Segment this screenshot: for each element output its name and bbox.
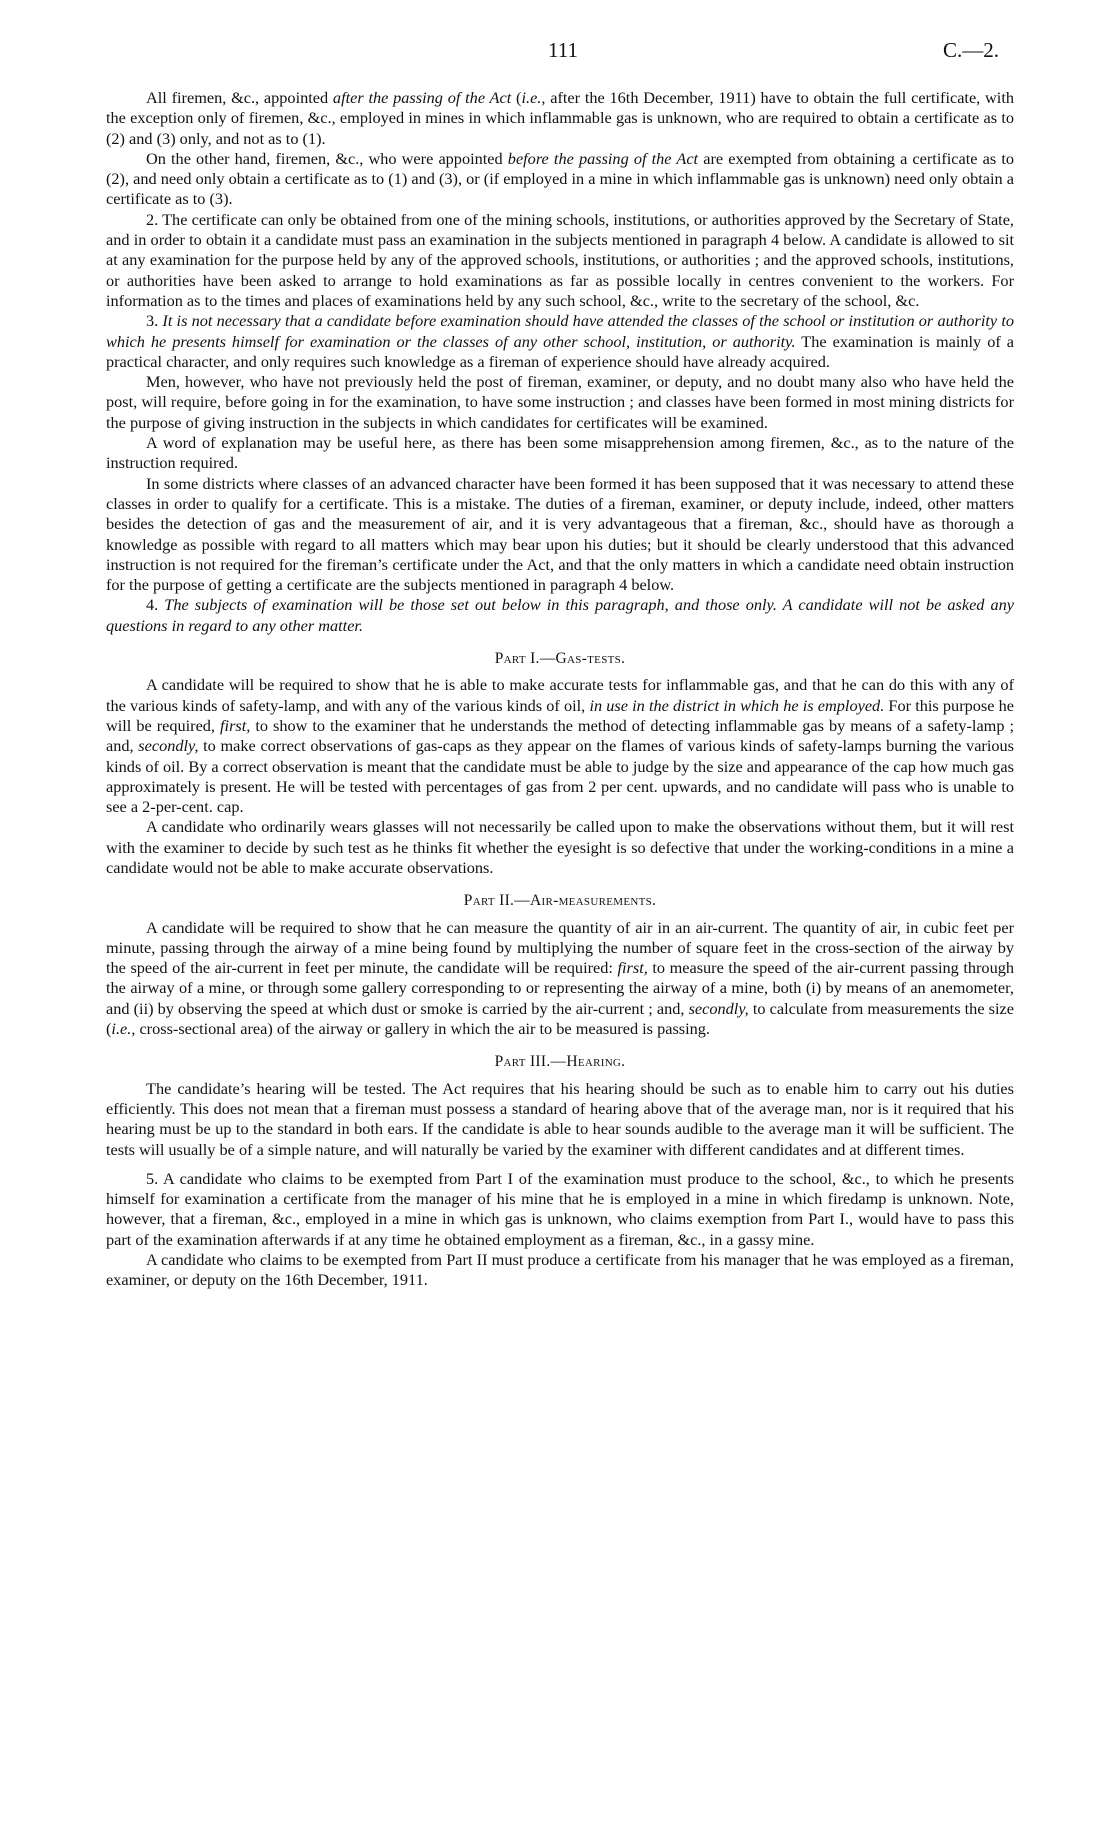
section-heading: Part II.—Air-measurements. [463, 892, 657, 910]
italic-text: first, [220, 715, 251, 735]
italic-text: It is not necessary that a candidate before examination should have attended the classes of the school or institution or authority to which he presents himself for examination or the classes of any other school, institution, or authority. [106, 311, 1015, 351]
text-run: A candidate will be required to show that he is able to make accurate tests for inflammable gas, and that he can do this with any of the various kinds of safety-lamp, and with any of the various kinds of oil, [106, 675, 1014, 715]
paragraph [106, 474, 1014, 596]
italic-text: after the passing of the Act [332, 88, 512, 107]
text-run: A candidate will be required to show that he can measure the quantity of air in an air-current. The quantity of air, in cubic feet per minute, passing through the airway of a mine being found by multiplying the number of square feet in the cross-section of the airway by the speed of the air-current in feet per minute, the candidate will be required: [106, 917, 1014, 978]
text-run: 5. A candidate who claims to be exempted from Part I of the examination must produce to the school, &c., to which he presents himself for examination a certificate from the manager of his mine that he is employed in a mine in which firedamp is unknown. Note, however, that a fireman, &c., employed in a mine in which gas is unknown, who claims exemption from Part I., would have to pass this part of the examination afterwards if at any time he obtained employment as a fireman, &c., in a gassy mine. [106, 1168, 1014, 1249]
document-body [106, 88, 1014, 1291]
text-run: 4. [146, 595, 165, 615]
section-heading: Part III.—Hearing. [494, 1053, 626, 1071]
text-run: ( [511, 88, 522, 107]
text-run: , after the 16th December, 1911) have to obtain the full certificate, with the exception only of firemen, &c., employed in mines in which inflammable gas is unknown, who are required to obtain a certificate as to (2) and (3) only, and not as to (1). [106, 88, 1014, 148]
text-run: A candidate who ordinarily wears glasses will not necessarily be called upon to make the observations without them, but it will rest with the examiner to decide by such test as he thinks fit whether the eyesight is so defective that under the working-conditions in a mine a candidate would not be able to make accurate observations. [106, 817, 1014, 877]
italic-text: secondly, [138, 736, 199, 756]
paragraph [106, 675, 1014, 817]
paragraph [106, 817, 1014, 878]
text-run: A word of explanation may be useful here, as there has been some misapprehension among firemen, &c., as to the nature of the instruction required. [106, 433, 1014, 473]
paragraph [106, 595, 1014, 636]
text-run: The candidate’s hearing will be tested. The Act requires that his hearing should be such as to enable him to carry out his duties efficiently. This does not mean that a fireman must possess a standard of hearing above that of the average man, nor is it required that his hearing must be up to the standard in both ears. If the candidate is able to hear sounds audible to the average man it will be sufficient. The tests will usually be of a simple nature, and will naturally be varied by the examiner with different candidates and at different times. [106, 1078, 1014, 1159]
italic-text: secondly, [688, 998, 749, 1018]
document-reference: C.—2. [943, 38, 1000, 62]
text-run: to measure the speed of the air-current passing through the airway of a mine, or through some gallery corresponding to or representing the airway of a mine, both (i) by means of an anemometer, and (ii) by observing the speed at which dust or smoke is carried by the air-current ; and, [106, 958, 1014, 1018]
italic-text: The subjects of examination will be those set out below in this paragraph, and those only. A candidate will not be asked any questions in regard to any other matter. [106, 595, 1014, 635]
section-heading: Part I.—Gas-tests. [494, 650, 626, 668]
paragraph [106, 311, 1014, 372]
paragraph [106, 88, 1014, 149]
italic-text: before the passing of the Act [507, 148, 699, 168]
text-run: In some districts where classes of an advanced character have been formed it has been supposed that it was necessary to attend these classes in order to qualify for a certificate. This is a mistake. The duties of a fireman, examiner, or deputy include, indeed, other matters besides the detection of gas and the measurement of air, and it is very advantageous that a fireman, &c., should have as thorough a knowledge as possible with regard to all matters which may bear upon his duties; but it should be clearly understood that this advanced instruction is not required for the fireman’s certificate under the Act, and that the only matters in which a candidate need obtain instruction for the purpose of getting a certificate are the subjects mentioned in paragraph 4 below. [106, 473, 1014, 595]
italic-text: first, [617, 958, 648, 978]
paragraph [106, 372, 1014, 433]
text-run: Men, however, who have not previously held the post of fireman, examiner, or deputy, and no doubt many also who have held the post, will require, before going in for the examination, to have some instruction ; and classes have been formed in most mining districts for the purpose of giving instruction in the subjects in which candidates for certificates will be examined. [106, 372, 1014, 432]
text-run: to make correct observations of gas-caps as they appear on the flames of various kinds of safety-lamps burning the various kinds of oil. By a correct observation is meant that the candidate must be able to judge by the size and appearance of the cap how much gas approximately is present. He will be tested with percentages of gas from 2 per cent. upwards, and no candidate will pass who is unable to see a 2-per-cent. cap. [106, 736, 1014, 817]
italic-text: i.e. [521, 88, 542, 107]
paragraph [106, 210, 1014, 311]
text-run: For this purpose he will be required, [106, 695, 1015, 735]
paragraph [106, 1079, 1014, 1160]
text-run: 2. The certificate can only be obtained from one of the mining schools, institutions, or authorities approved by the Secretary of State, and in order to obtain it a candidate must pass an examination in the subjects mentioned in paragraph 4 below. A candidate is allowed to sit at any examination for the purpose held by any of the approved schools, institutions, or authorities ; and the approved schools, institutions, or authorities have been asked to arrange to hold examinations as far as possible locally in centres convenient to the workers. For information as to the times and places of examinations held by any such school, &c., write to the secretary of the school, &c. [106, 209, 1014, 310]
paragraph [106, 149, 1014, 210]
text-run: The examination is mainly of a practical character, and only requires such knowledge as a fireman of experience should have already acquired. [106, 331, 1014, 371]
italic-text: in use in the district in which he is employed. [589, 695, 885, 715]
italic-text: i.e. [111, 1019, 132, 1039]
paragraph [106, 1250, 1014, 1291]
text-run: 3. [146, 311, 163, 331]
text-run: to show to the examiner that he understands the method of detecting inflammable gas by means of a safety-lamp ; and, [106, 715, 1015, 756]
paragraph [106, 433, 1014, 474]
text-run: , cross-sectional area) of the airway or gallery in which the air to be measured is passing. [131, 1019, 710, 1039]
text-run: are exempted from obtaining a certificate as to (2), and need only obtain a certificate as to (1) and (3), or (if employed in a mine in which inflammable gas is unknown) need only obtain a certificate as to (3). [106, 148, 1014, 209]
text-run: All firemen, &c., appointed [146, 88, 333, 107]
text-run: On the other hand, firemen, &c., who were appointed [146, 148, 508, 168]
page-number: 111 [548, 38, 578, 62]
text-run: to calculate from measurements the size ( [106, 998, 1014, 1039]
paragraph [106, 1169, 1014, 1250]
text-run: A candidate who claims to be exempted from Part II must produce a certificate from his manager that he was employed as a fireman, examiner, or deputy on the 16th December, 1911. [106, 1250, 1014, 1290]
paragraph [106, 918, 1014, 1040]
